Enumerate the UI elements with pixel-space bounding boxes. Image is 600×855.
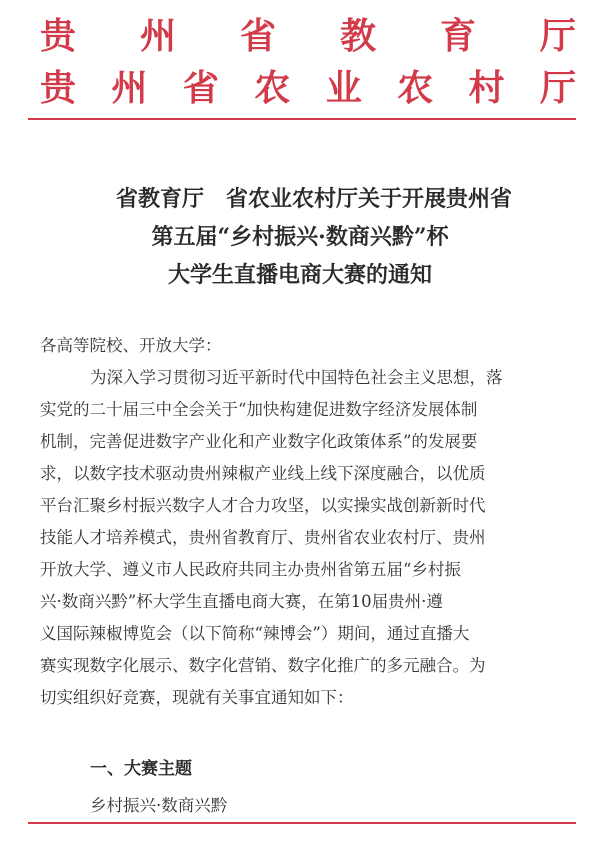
letterhead-divider bbox=[28, 118, 576, 120]
letterhead-char: 村 bbox=[468, 67, 505, 109]
letterhead-char: 育 bbox=[439, 15, 476, 57]
letterhead-char: 厅 bbox=[539, 15, 576, 57]
section-heading-theme: 一、大赛主题 bbox=[90, 759, 192, 779]
letterhead-education-department bbox=[40, 14, 576, 58]
footer-divider bbox=[28, 822, 576, 824]
paragraph-line: 求，以数字技术驱动贵州辣椒产业线上线下深度融合，以优质 bbox=[40, 464, 486, 483]
letterhead-char: 农 bbox=[254, 67, 291, 109]
document-title-line-3: 大学生直播电商大赛的通知 bbox=[167, 262, 432, 288]
letterhead-char: 贵 bbox=[40, 15, 77, 57]
section-content-theme: 乡村振兴·数商兴黔 bbox=[90, 796, 228, 815]
letterhead-char: 业 bbox=[325, 67, 362, 109]
letterhead-char: 教 bbox=[339, 15, 376, 57]
paragraph-line: 切实组织好竞赛，现就有关事宜通知如下： bbox=[40, 688, 354, 707]
letterhead-char: 省 bbox=[182, 67, 219, 109]
document-title-line-1: 省教育厅 省农业农村厅关于开展贵州省 bbox=[115, 186, 512, 212]
paragraph-line: 赛实现数字化展示、数字化营销、数字化推广的多元融合。为 bbox=[40, 656, 486, 675]
paragraph-line: 义国际辣椒博览会（以下简称“辣博会”）期间，通过直播大 bbox=[40, 624, 470, 643]
letterhead-char: 贵 bbox=[40, 67, 77, 109]
salutation: 各高等院校、开放大学： bbox=[40, 336, 222, 355]
document-title-line-2: 第五届“乡村振兴·数商兴黔”杯 bbox=[151, 224, 449, 250]
letterhead-char: 省 bbox=[239, 15, 276, 57]
letterhead-agriculture-department bbox=[40, 66, 576, 110]
paragraph-line: 为深入学习贯彻习近平新时代中国特色社会主义思想，落 bbox=[90, 368, 503, 387]
paragraph-line: 平台汇聚乡村振兴数字人才合力攻坚，以实操实战创新新时代 bbox=[40, 496, 486, 515]
paragraph-line: 机制，完善促进数字产业化和产业数字化政策体系”的发展要 bbox=[40, 432, 478, 451]
letterhead-char: 农 bbox=[397, 67, 434, 109]
paragraph-line: 技能人才培养模式，贵州省教育厅、贵州省农业农村厅、贵州 bbox=[40, 528, 486, 547]
paragraph-line: 实党的二十届三中全会关于“加快构建促进数字经济发展体制 bbox=[40, 400, 478, 419]
letterhead-char: 州 bbox=[111, 67, 148, 109]
letterhead-char: 州 bbox=[139, 15, 176, 57]
paragraph-line: 兴·数商兴黔”杯大学生直播电商大赛，在第10届贵州·遵 bbox=[40, 592, 443, 611]
letterhead-char: 厅 bbox=[539, 67, 576, 109]
paragraph-line: 开放大学、遵义市人民政府共同主办贵州省第五届“乡村振 bbox=[40, 560, 461, 579]
